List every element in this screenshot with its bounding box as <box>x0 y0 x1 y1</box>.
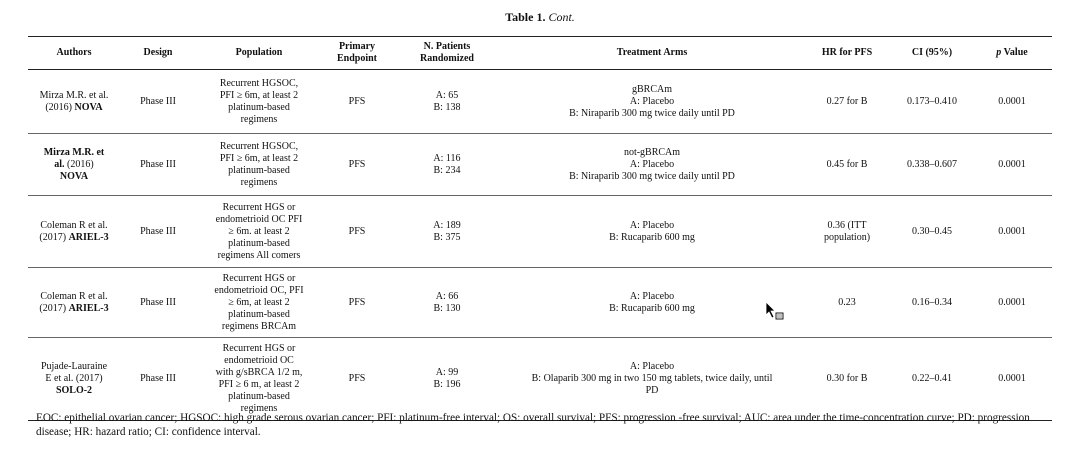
table-row <box>28 70 1052 134</box>
cell-p: 0.0001 <box>972 338 1052 421</box>
patients-arm-b: B: 234 <box>433 164 461 176</box>
cell-authors <box>28 134 120 196</box>
header-ci: CI (95%) <box>892 37 972 70</box>
header-p-italic: p <box>996 47 1002 58</box>
population-line: with g/sBRCA 1/2 m, <box>215 367 303 378</box>
cell-patients <box>392 134 502 196</box>
cell-authors <box>28 196 120 268</box>
patients-arm-b: B: 375 <box>433 231 461 243</box>
cell-p: 0.0001 <box>972 196 1052 268</box>
cell-authors <box>28 268 120 338</box>
population-line: platinum-based <box>228 237 290 249</box>
trial-name: ARIEL-3 <box>68 231 109 243</box>
cell-patients <box>392 338 502 421</box>
cell-treatment <box>502 134 802 196</box>
population-line: Recurrent HGS or <box>222 272 296 284</box>
trial-name: SOLO-2 <box>55 385 93 396</box>
cell-p: 0.0001 <box>972 70 1052 134</box>
cell-population <box>196 196 322 268</box>
cell-authors <box>28 338 120 421</box>
patients-arm-b: B: 196 <box>433 379 461 390</box>
patients-arm-a: A: 65 <box>435 89 459 101</box>
cell-population <box>196 268 322 338</box>
patients-arm-a: A: 66 <box>435 290 459 302</box>
patients-arm-a: A: 189 <box>433 219 461 231</box>
cell-endpoint: PFS <box>322 196 392 268</box>
cell-endpoint: PFS <box>322 268 392 338</box>
header-population: Population <box>196 37 322 70</box>
authors-name: Coleman R et al. <box>40 219 108 231</box>
table-row <box>28 338 1052 421</box>
population-line: PFI ≥ 6 m, at least 2 <box>218 379 300 390</box>
header-primary-endpoint-line1: Primary <box>338 41 376 52</box>
population-line: platinum-based <box>228 101 290 113</box>
cell-ci: 0.16–0.34 <box>892 268 972 338</box>
treatment-line: A: Placebo <box>629 361 675 372</box>
clinical-trials-table <box>28 36 1052 421</box>
treatment-line: B: Rucaparib 600 mg <box>609 302 695 314</box>
patients-arm-b: B: 130 <box>433 302 461 314</box>
authors-name: Pujade-Lauraine <box>40 361 108 372</box>
authors-year: E et al. (2017) <box>45 373 103 384</box>
header-design: Design <box>120 37 196 70</box>
caption-text: Cont. <box>548 10 575 24</box>
cell-hr: 0.30 for B <box>802 338 892 421</box>
treatment-line: B: Niraparib 300 mg twice daily until PD <box>569 170 735 182</box>
header-treatment-arms: Treatment Arms <box>502 37 802 70</box>
cell-patients <box>392 268 502 338</box>
cell-endpoint: PFS <box>322 70 392 134</box>
patients-arm-b: B: 138 <box>433 101 461 113</box>
header-primary-endpoint <box>322 37 392 70</box>
authors-year: (2016) <box>45 101 75 113</box>
population-line: Recurrent HGS or <box>222 201 296 213</box>
population-line: ≥ 6m. at least 2 <box>228 225 290 237</box>
cell-ci: 0.30–0.45 <box>892 196 972 268</box>
authors-year: (2017) <box>39 302 69 314</box>
treatment-line: A: Placebo <box>629 290 675 302</box>
population-line: endometrioid OC <box>224 355 294 366</box>
population-line: platinum-based <box>228 308 290 320</box>
cell-population <box>196 70 322 134</box>
hr-line: population) <box>823 231 871 243</box>
population-line: Recurrent HGS or <box>222 343 296 354</box>
cell-authors <box>28 70 120 134</box>
cell-treatment <box>502 70 802 134</box>
header-primary-endpoint-line2: Endpoint <box>336 53 378 64</box>
table-caption <box>0 10 1080 25</box>
header-authors: Authors <box>28 37 120 70</box>
trial-name: NOVA <box>59 170 89 182</box>
population-line: ≥ 6m, at least 2 <box>228 296 290 308</box>
population-line: regimens <box>240 113 278 125</box>
header-patients-line2: Randomized <box>420 53 474 64</box>
authors-name: Coleman R et al. <box>40 290 108 302</box>
header-p-value <box>972 37 1052 70</box>
authors-name: Mirza M.R. et al. <box>39 89 109 101</box>
population-line: regimens <box>240 176 278 188</box>
authors-etal: al. <box>54 158 65 170</box>
cell-treatment <box>502 268 802 338</box>
cell-treatment <box>502 196 802 268</box>
mouse-cursor-icon <box>764 301 786 323</box>
treatment-line: PD <box>645 385 659 396</box>
population-line: regimens All comers <box>217 249 301 261</box>
trial-name: ARIEL-3 <box>68 302 109 314</box>
treatment-line: A: Placebo <box>629 219 675 231</box>
treatment-line: A: Placebo <box>629 158 675 170</box>
population-line: regimens <box>240 403 278 414</box>
header-row <box>28 37 1052 70</box>
patients-arm-a: A: 99 <box>435 367 459 378</box>
cell-design: Phase III <box>120 338 196 421</box>
cell-ci: 0.22–0.41 <box>892 338 972 421</box>
population-line: PFI ≥ 6m, at least 2 <box>219 152 299 164</box>
table-row <box>28 268 1052 338</box>
cell-ci: 0.173–0.410 <box>892 70 972 134</box>
cell-hr: 0.27 for B <box>802 70 892 134</box>
population-line: endometrioid OC PFI <box>215 213 303 225</box>
patients-arm-a: A: 116 <box>433 152 461 164</box>
cell-population <box>196 134 322 196</box>
cell-p: 0.0001 <box>972 268 1052 338</box>
authors-year: (2016) <box>64 158 94 170</box>
cell-hr: 0.45 for B <box>802 134 892 196</box>
population-line: platinum-based <box>228 164 290 176</box>
authors-year: (2017) <box>39 231 69 243</box>
cell-population <box>196 338 322 421</box>
header-hr: HR for PFS <box>802 37 892 70</box>
cell-design: Phase III <box>120 134 196 196</box>
cell-ci: 0.338–0.607 <box>892 134 972 196</box>
cell-endpoint: PFS <box>322 134 392 196</box>
population-line: endometrioid OC, PFI <box>214 284 304 296</box>
table-row <box>28 134 1052 196</box>
population-line: Recurrent HGSOC, <box>219 140 299 152</box>
population-line: platinum-based <box>228 391 290 402</box>
population-line: PFI ≥ 6m, at least 2 <box>219 89 299 101</box>
authors-name: Mirza M.R. et <box>43 146 105 158</box>
cell-treatment <box>502 338 802 421</box>
header-patients-line1: N. Patients <box>423 41 471 52</box>
treatment-line: B: Rucaparib 600 mg <box>609 231 695 243</box>
treatment-line: B: Niraparib 300 mg twice daily until PD <box>569 107 735 119</box>
cell-hr <box>802 196 892 268</box>
header-p-rest: Value <box>1001 47 1028 58</box>
population-line: Recurrent HGSOC, <box>219 77 299 89</box>
cell-endpoint: PFS <box>322 338 392 421</box>
cell-p: 0.0001 <box>972 134 1052 196</box>
header-patients <box>392 37 502 70</box>
treatment-line: A: Placebo <box>629 95 675 107</box>
population-line: regimens BRCAm <box>221 320 297 332</box>
caption-label: Table 1. <box>505 10 546 24</box>
cell-patients <box>392 196 502 268</box>
cell-patients <box>392 70 502 134</box>
table-row <box>28 196 1052 268</box>
cell-design: Phase III <box>120 196 196 268</box>
cell-design: Phase III <box>120 268 196 338</box>
treatment-line: not-gBRCAm <box>623 146 681 158</box>
treatment-line: B: Olaparib 300 mg in two 150 mg tablets, twice daily, until <box>531 373 773 384</box>
cell-design: Phase III <box>120 70 196 134</box>
treatment-line: gBRCAm <box>631 83 672 95</box>
hr-line: 0.36 (ITT <box>827 219 867 231</box>
table-footnote: EOC: epithelial ovarian cancer; HGSOC: high grade serous ovarian cancer; PFI: platinum-free interval; OS: overall survival; PFS: progression -free survival; AUC: area under the time-concentration curve; PD: progression disease; HR: hazard ratio; CI: confidence interval. <box>36 412 1030 438</box>
trial-name: NOVA <box>74 101 103 113</box>
cell-hr: 0.23 <box>802 268 892 338</box>
